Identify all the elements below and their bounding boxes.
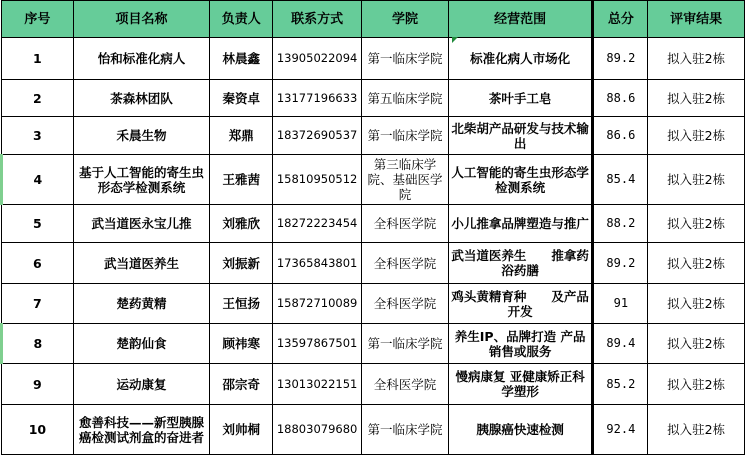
cell-result[interactable]: 拟入驻2栋: [648, 284, 745, 324]
cell-result[interactable]: 拟入驻2栋: [648, 155, 745, 205]
header-contact[interactable]: 联系方式: [273, 1, 362, 38]
cell-result[interactable]: 拟入驻2栋: [648, 405, 745, 455]
cell-score[interactable]: 89.4: [593, 324, 648, 364]
cell-scope[interactable]: 慢病康复 亚健康矫正科学塑形: [448, 364, 593, 405]
table-row: [2, 38, 745, 80]
cell-result[interactable]: 拟入驻2栋: [648, 205, 745, 243]
cell-college[interactable]: 第一临床学院: [362, 117, 449, 155]
cell-no[interactable]: 7: [2, 284, 74, 324]
header-score[interactable]: 总分: [593, 1, 648, 38]
cell-score[interactable]: 88.6: [593, 80, 648, 117]
cell-phone[interactable]: 15810950512: [273, 155, 362, 205]
cell-scope[interactable]: 人工智能的寄生虫形态学检测系统: [448, 155, 593, 205]
cell-project-name[interactable]: 武当道医养生: [73, 243, 210, 284]
table-row: [2, 205, 745, 243]
cell-project-name[interactable]: 愈善科技——新型胰腺癌检测试剂盒的奋进者: [73, 405, 210, 455]
table-row: [2, 284, 745, 324]
cell-score[interactable]: 89.2: [593, 38, 648, 80]
cell-college[interactable]: 第三临床学院、基础医学院: [362, 155, 449, 205]
cell-result[interactable]: 拟入驻2栋: [648, 80, 745, 117]
cell-phone[interactable]: 18272223454: [273, 205, 362, 243]
cell-no[interactable]: 1: [2, 38, 74, 80]
cell-leader[interactable]: 秦资卓: [210, 80, 273, 117]
cell-college[interactable]: 全科医学院: [362, 205, 449, 243]
cell-scope[interactable]: 茶叶手工皂: [448, 80, 593, 117]
cell-project-name[interactable]: 禾晨生物: [73, 117, 210, 155]
cell-score[interactable]: 92.4: [593, 405, 648, 455]
header-college[interactable]: 学院: [362, 1, 449, 38]
cell-score[interactable]: 88.2: [593, 205, 648, 243]
comment-indicator-icon: [452, 37, 458, 43]
cell-phone[interactable]: 13597867501: [273, 324, 362, 364]
cell-project-name[interactable]: 怡和标准化病人: [73, 38, 210, 80]
table-row: [2, 243, 745, 284]
cell-result[interactable]: 拟入驻2栋: [648, 324, 745, 364]
cell-scope[interactable]: 小儿推拿品牌塑造与推广: [448, 205, 593, 243]
cell-phone[interactable]: 13905022094: [273, 38, 362, 80]
cell-college[interactable]: 全科医学院: [362, 364, 449, 405]
table-row: [2, 80, 745, 117]
cell-result[interactable]: 拟入驻2栋: [648, 364, 745, 405]
cell-phone[interactable]: 18372690537: [273, 117, 362, 155]
cell-score[interactable]: 89.2: [593, 243, 648, 284]
cell-result[interactable]: 拟入驻2栋: [648, 38, 745, 80]
cell-project-name[interactable]: 茶森林团队: [73, 80, 210, 117]
table-row: [2, 117, 745, 155]
cell-phone[interactable]: 18803079680: [273, 405, 362, 455]
cell-no[interactable]: 9: [2, 364, 74, 405]
cell-no[interactable]: 10: [2, 405, 74, 455]
cell-leader[interactable]: 郑鼎: [210, 117, 273, 155]
cell-phone[interactable]: 13177196633: [273, 80, 362, 117]
cell-result[interactable]: 拟入驻2栋: [648, 117, 745, 155]
table-row: [2, 405, 745, 455]
cell-college[interactable]: 全科医学院: [362, 243, 449, 284]
header-scope[interactable]: 经营范围: [448, 1, 593, 38]
cell-leader[interactable]: 邵宗奇: [210, 364, 273, 405]
cell-leader[interactable]: 刘振新: [210, 243, 273, 284]
cell-college[interactable]: 全科医学院: [362, 284, 449, 324]
cell-score[interactable]: 85.4: [593, 155, 648, 205]
cell-project-name[interactable]: 基于人工智能的寄生虫形态学检测系统: [73, 155, 210, 205]
cell-scope[interactable]: 武当道医养生 推拿药浴药膳: [448, 243, 593, 284]
cell-leader[interactable]: 刘帅桐: [210, 405, 273, 455]
header-leader[interactable]: 负责人: [210, 1, 273, 38]
cell-score[interactable]: 86.6: [593, 117, 648, 155]
cell-college[interactable]: 第一临床学院: [362, 38, 449, 80]
cell-project-name[interactable]: 楚药黄精: [73, 284, 210, 324]
cell-project-name[interactable]: 武当道医永宝儿推: [73, 205, 210, 243]
cell-scope[interactable]: 标准化病人市场化: [448, 38, 593, 80]
cell-college[interactable]: 第一临床学院: [362, 405, 449, 455]
header-project-name[interactable]: 项目名称: [73, 1, 210, 38]
cell-leader[interactable]: 刘雅欣: [210, 205, 273, 243]
cell-phone[interactable]: 15872710089: [273, 284, 362, 324]
cell-no[interactable]: 4: [2, 155, 74, 205]
header-row: [2, 1, 745, 38]
cell-project-name[interactable]: 楚韵仙食: [73, 324, 210, 364]
cell-score[interactable]: 85.2: [593, 364, 648, 405]
cell-leader[interactable]: 王雅茜: [210, 155, 273, 205]
cell-phone[interactable]: 13013022151: [273, 364, 362, 405]
cell-leader[interactable]: 王恒扬: [210, 284, 273, 324]
header-no[interactable]: 序号: [2, 1, 74, 38]
cell-scope[interactable]: 鸡头黄精育种 及产品开发: [448, 284, 593, 324]
table-row: [2, 324, 745, 364]
cell-scope[interactable]: 北柴胡产品研发与技术输出: [448, 117, 593, 155]
cell-no[interactable]: 3: [2, 117, 74, 155]
header-result[interactable]: 评审结果: [648, 1, 745, 38]
cell-college[interactable]: 第五临床学院: [362, 80, 449, 117]
cell-project-name[interactable]: 运动康复: [73, 364, 210, 405]
table-row: [2, 364, 745, 405]
cell-leader[interactable]: 林晨鑫: [210, 38, 273, 80]
cell-no[interactable]: 5: [2, 205, 74, 243]
cell-no[interactable]: 6: [2, 243, 74, 284]
cell-phone[interactable]: 17365843801: [273, 243, 362, 284]
cell-no[interactable]: 8: [2, 324, 74, 364]
cell-no[interactable]: 2: [2, 80, 74, 117]
table-row: [2, 155, 745, 205]
cell-leader[interactable]: 顾祎寒: [210, 324, 273, 364]
cell-scope[interactable]: 胰腺癌快速检测: [448, 405, 593, 455]
cell-score[interactable]: 91: [593, 284, 648, 324]
cell-college[interactable]: 第一临床学院: [362, 324, 449, 364]
cell-result[interactable]: 拟入驻2栋: [648, 243, 745, 284]
cell-scope[interactable]: 养生IP、品牌打造 产品销售或服务: [448, 324, 593, 364]
